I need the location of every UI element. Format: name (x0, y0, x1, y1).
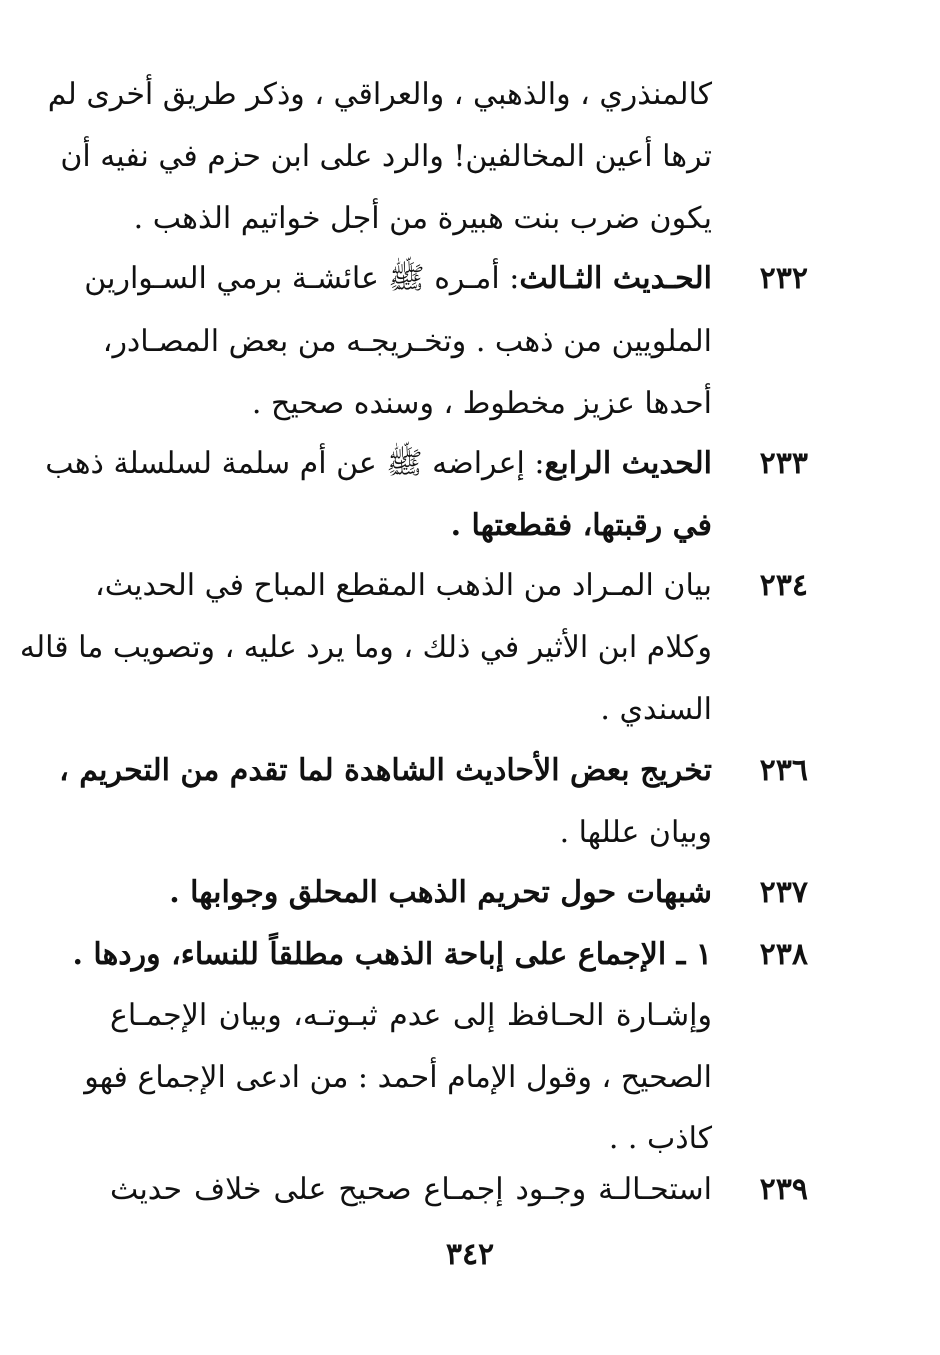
text-line: ١ ـ الإجماع على إباحة الذهب مطلقاً للنساء، وردها . (72, 937, 712, 972)
text-line: كاذب . . (608, 1121, 712, 1156)
text-line: شبهات حول تحريم الذهب المحلق وجوابها . (169, 875, 712, 910)
text-line: وبيان عللها . (559, 815, 712, 850)
text-line: كالمنذري ، والذهبي ، والعراقي ، وذكر طريق أخرى لم (47, 77, 712, 112)
text-line: استحـالـة وجـود إجمـاع صحيح على خلاف حديث (110, 1172, 712, 1207)
entry-text: : أمـره ﷺ عائشـة برمي السـوارين (84, 261, 520, 296)
entry-text: : إعراضه ﷺ عن أم سلمة لسلسلة ذهب (45, 446, 545, 481)
entry-first-line (45, 444, 712, 484)
text-line: يكون ضرب بنت هبيرة من أجل خواتيم الذهب . (133, 201, 712, 236)
text-line: أحدها عزيز مخطوط ، وسنده صحيح . (251, 386, 712, 421)
entry-first-line (84, 259, 712, 299)
text-line: الملويين من ذهب . وتخـريجـه من بعض المصـادر، (102, 324, 712, 359)
text-line: تخريج بعض الأحاديث الشاهدة لما تقدم من التحريم ، (59, 753, 712, 788)
page-ref-number: ٢٣٩ (759, 1172, 808, 1207)
entry-heading: الحـديث الثـالث (519, 261, 712, 296)
text-line: السندي . (600, 692, 712, 727)
page-ref-number: ٢٣٨ (759, 937, 808, 972)
page-ref-number: ٢٣٤ (759, 568, 808, 603)
page-ref-number: ٢٣٦ (759, 753, 808, 788)
text-line: ترها أعين المخالفين! والرد على ابن حزم في نفيه أن (60, 139, 712, 174)
page-ref-number: ٢٣٧ (759, 875, 808, 910)
page-ref-number: ٢٣٢ (759, 261, 808, 296)
text-line: وكلام ابن الأثير في ذلك ، وما يرد عليه ، وتصويب ما قاله (19, 630, 712, 665)
text-line: في رقبتها، فقطعتها . (450, 508, 712, 543)
page-number: ٣٤٢ (445, 1237, 495, 1272)
page-ref-number: ٢٣٣ (759, 446, 808, 481)
entry-heading: الحديث الرابع (544, 446, 712, 481)
text-line: بيان المـراد من الذهب المقطع المباح في الحديث، (95, 568, 712, 603)
text-line: وإشـارة الحـافظ إلى عدم ثبـوتـه، وبيان الإجمـاع (110, 998, 712, 1033)
text-line: الصحيح ، وقول الإمام أحمد : من ادعى الإجماع فهو (84, 1060, 712, 1095)
